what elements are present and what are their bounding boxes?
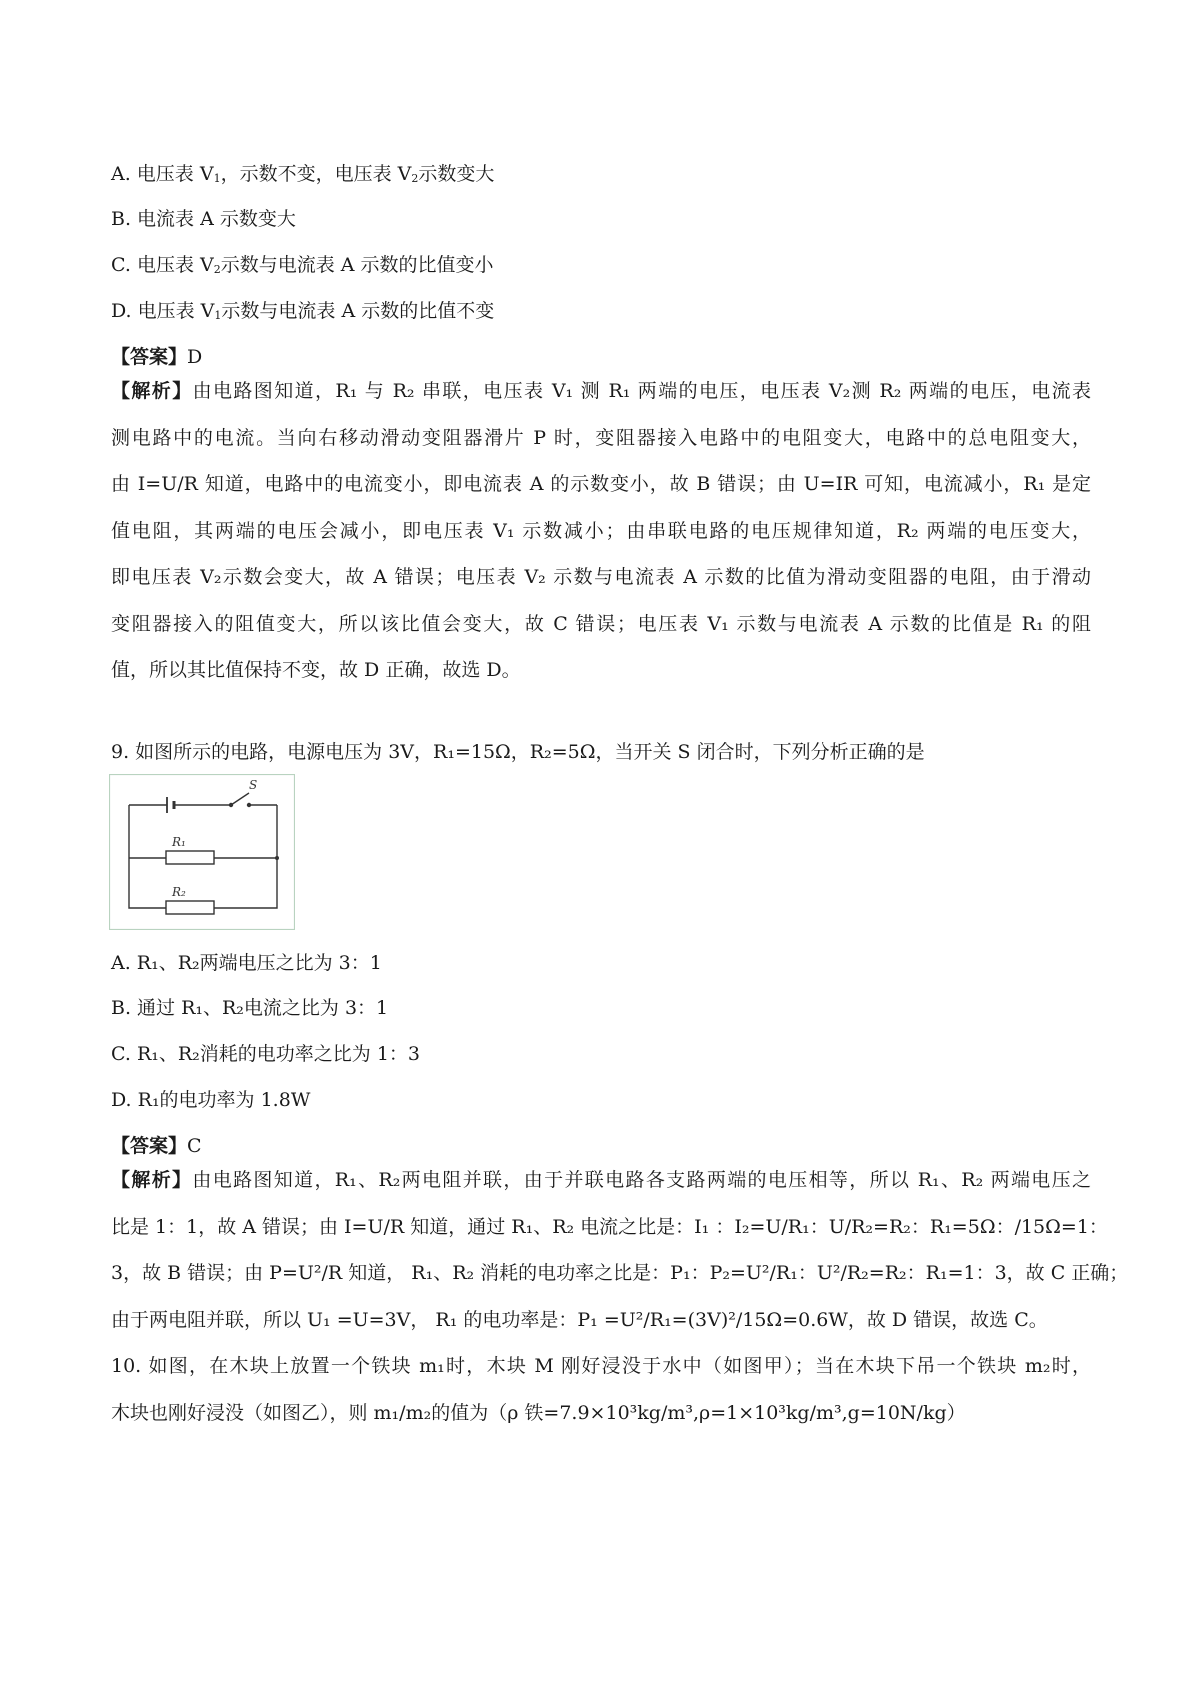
q8-explanation — [111, 368, 1091, 694]
stem-line: 10. 如图，在木块上放置一个铁块 m₁时，木块 M 刚好浸没于水中（如图甲）；当在木块下吊一个铁块 m₂时， — [111, 1355, 1091, 1377]
switch-pivot — [229, 803, 233, 807]
explanation-line: 由于两电阻并联，所以 U₁ =U=3V， R₁ 的电功率是：P₁ =U²/R₁=(3V)²/15Ω=0.6W，故 D 错误，故选 C。 — [111, 1308, 1048, 1331]
q8-answer — [111, 345, 202, 369]
q9-answer — [111, 1134, 202, 1158]
r2-label: R₂ — [172, 885, 186, 899]
explanation-line: 【解析】由电路图知道，R₁ 与 R₂ 串联，电压表 V₁ 测 R₁ 两端的电压，电压表 V₂测 R₂ 两端的电压，电流表 — [111, 380, 1091, 402]
switch-contact — [247, 803, 251, 807]
stem-line: 木块也刚好浸没（如图乙），则 m₁/m₂的值为（ρ 铁=7.9×10³kg/m³,ρ=1×10³kg/m³,g=10N/kg） — [111, 1401, 966, 1424]
circuit-diagram — [109, 774, 295, 930]
junction-dot — [275, 856, 279, 860]
q9-explanation — [111, 1157, 1129, 1343]
q9-option-a: A. R₁、R₂两端电压之比为 3：1 — [111, 952, 382, 974]
answer-value: C — [187, 1135, 202, 1157]
explanation-line: 值电阻，其两端的电压会减小，即电压表 V₁ 示数减小；由串联电路的电压规律知道，R₂ 两端的电压变大， — [111, 519, 1091, 542]
explanation-line: 值，所以其比值保持不变，故 D 正确，故选 D。 — [111, 659, 521, 681]
answer-label: 【答案】 — [111, 346, 188, 368]
q9-stem: 9. 如图所示的电路，电源电压为 3V，R₁=15Ω，R₂=5Ω，当开关 S 闭合时，下列分析正确的是 — [111, 741, 925, 763]
resistor-r1 — [166, 851, 214, 864]
explanation-line: 测电路中的电流。当向右移动滑动变阻器滑片 P 时，变阻器接入电路中的电阻变大，电路中的总电阻变大， — [111, 426, 1091, 449]
explanation-line: 3，故 B 错误；由 P=U²/R 知道， R₁、R₂ 消耗的电功率之比是：P₁：P₂=U²/R₁：U²/R₂=R₂：R₁=1：3，故 C 正确； — [111, 1262, 1129, 1284]
q9-option-b: B. 通过 R₁、R₂电流之比为 3：1 — [111, 997, 389, 1019]
answer-value: D — [187, 346, 203, 368]
explanation-line: 即电压表 V₂示数会变大，故 A 错误；电压表 V₂ 示数与电流表 A 示数的比值为滑动变阻器的电阻，由于滑动 — [111, 566, 1091, 588]
explanation-line: 【解析】由电路图知道，R₁、R₂两电阻并联，由于并联电路各支路两端的电压相等，所以 R₁、R₂ 两端电压之 — [111, 1169, 1091, 1191]
q9-option-c: C. R₁、R₂消耗的电功率之比为 1：3 — [111, 1043, 421, 1065]
explanation-line: 变阻器接入的阻值变大，所以该比值会变大，故 C 错误；电压表 V₁ 示数与电流表 A 示数的比值是 R₁ 的阻 — [111, 612, 1091, 635]
circuit-svg — [109, 774, 295, 930]
q8-option-c: C. 电压表 $V_2$示数与电流表 A 示数的比值变小 — [111, 254, 494, 276]
q10-stem — [111, 1343, 1091, 1436]
explanation-line: 由 I=U/R 知道，电路中的电流变小，即电流表 A 的示数变小，故 B 错误；由 U=IR 可知，电流减小，R₁ 是定 — [111, 473, 1091, 495]
resistor-r2 — [166, 901, 214, 914]
q8-option-a: A. 电压表 $V_1$，示数不变，电压表 $V_2$示数变大 — [111, 163, 495, 185]
r1-label: R₁ — [172, 835, 186, 849]
explanation-line: 比是 1：1，故 A 错误；由 I=U/R 知道，通过 R₁、R₂ 电流之比是：I₁ ：I₂=U/R₁：U/R₂=R₂：R₁=5Ω：/15Ω=1： — [111, 1215, 1108, 1238]
q8-option-b: B. 电流表 A 示数变大 — [111, 208, 296, 230]
switch-label: S — [249, 778, 258, 792]
q9-option-d: D. R₁的电功率为 1.8W — [111, 1089, 311, 1111]
answer-label: 【答案】 — [111, 1135, 188, 1157]
q8-option-d: D. 电压表 $V_1$示数与电流表 A 示数的比值不变 — [111, 300, 495, 322]
